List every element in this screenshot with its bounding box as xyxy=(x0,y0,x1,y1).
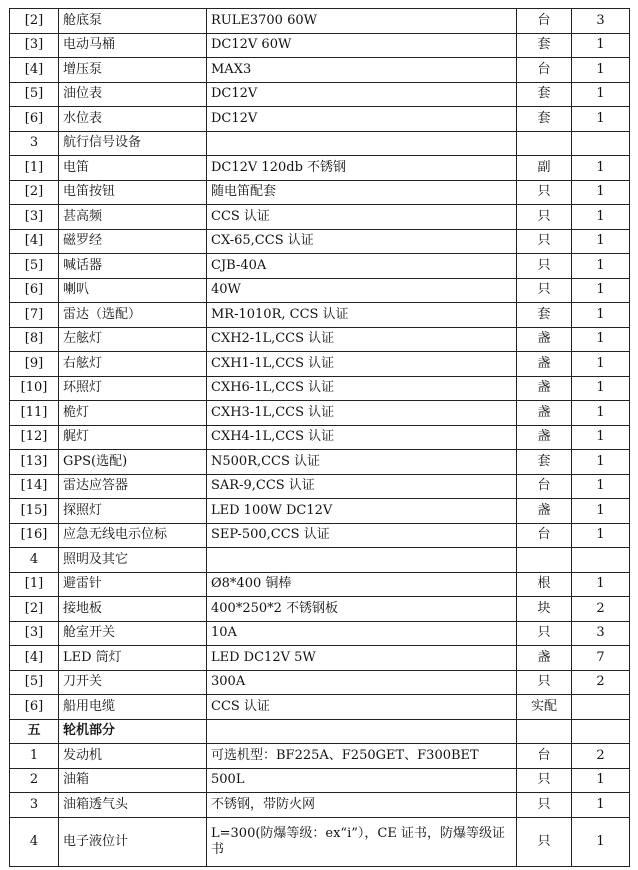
table-row xyxy=(10,9,630,34)
table-row xyxy=(10,768,630,793)
item-qty-cell: 1 xyxy=(572,229,630,254)
item-unit-cell: 只 xyxy=(517,180,572,205)
table-row xyxy=(10,352,630,377)
table-row xyxy=(10,425,630,450)
item-unit-cell: 盏 xyxy=(517,646,572,671)
item-unit-cell: 套 xyxy=(517,33,572,58)
item-number-cell: [6] xyxy=(10,278,59,303)
item-number-cell: [1] xyxy=(10,156,59,181)
item-unit-cell: 套 xyxy=(517,303,572,328)
item-name-cell: 电子液位计 xyxy=(59,817,207,866)
item-number-cell: [1] xyxy=(10,572,59,597)
item-unit-cell: 台 xyxy=(517,744,572,769)
item-unit-cell: 只 xyxy=(517,278,572,303)
item-spec-cell: 300A xyxy=(207,670,517,695)
item-name-cell: 桅灯 xyxy=(59,401,207,426)
item-qty-cell: 1 xyxy=(572,572,630,597)
equipment-table xyxy=(9,8,630,867)
item-qty-cell: 1 xyxy=(572,303,630,328)
item-unit-cell xyxy=(517,719,572,744)
item-qty-cell xyxy=(572,719,630,744)
item-number-cell: [7] xyxy=(10,303,59,328)
item-qty-cell xyxy=(572,695,630,720)
item-name-cell: GPS(选配) xyxy=(59,450,207,475)
item-name-cell: 探照灯 xyxy=(59,499,207,524)
item-unit-cell: 实配 xyxy=(517,695,572,720)
item-name-cell: 发动机 xyxy=(59,744,207,769)
item-qty-cell xyxy=(572,548,630,573)
table-row xyxy=(10,376,630,401)
item-qty-cell: 1 xyxy=(572,205,630,230)
item-unit-cell: 盏 xyxy=(517,352,572,377)
table-row xyxy=(10,327,630,352)
table-row xyxy=(10,744,630,769)
item-unit-cell: 只 xyxy=(517,793,572,818)
item-unit-cell: 台 xyxy=(517,58,572,83)
item-spec-cell: 随电笛配套 xyxy=(207,180,517,205)
item-number-cell: [4] xyxy=(10,229,59,254)
item-name-cell: 油箱 xyxy=(59,768,207,793)
item-name-cell: 舱底泵 xyxy=(59,9,207,34)
item-spec-cell: CJB-40A xyxy=(207,254,517,279)
item-qty-cell: 3 xyxy=(572,621,630,646)
item-spec-cell: Ø8*400 铜棒 xyxy=(207,572,517,597)
item-name-cell: 增压泵 xyxy=(59,58,207,83)
item-name-cell: 应急无线电示位标 xyxy=(59,523,207,548)
item-qty-cell: 1 xyxy=(572,58,630,83)
table-row xyxy=(10,180,630,205)
item-unit-cell: 只 xyxy=(517,205,572,230)
item-spec-cell: 可选机型：BF225A、F250GET、F300BET xyxy=(207,744,517,769)
table-row xyxy=(10,548,630,573)
item-spec-cell: DC12V xyxy=(207,107,517,132)
item-name-cell: 电笛 xyxy=(59,156,207,181)
item-name-cell: 航行信号设备 xyxy=(59,131,207,156)
table-row xyxy=(10,695,630,720)
item-number-cell: [2] xyxy=(10,9,59,34)
item-unit-cell: 块 xyxy=(517,597,572,622)
item-number-cell: [8] xyxy=(10,327,59,352)
item-unit-cell: 套 xyxy=(517,82,572,107)
item-spec-cell: DC12V xyxy=(207,82,517,107)
item-name-cell: 避雷针 xyxy=(59,572,207,597)
table-row xyxy=(10,670,630,695)
item-spec-cell: 400*250*2 不锈钢板 xyxy=(207,597,517,622)
item-spec-cell: LED DC12V 5W xyxy=(207,646,517,671)
item-number-cell: [4] xyxy=(10,646,59,671)
item-number-cell: [3] xyxy=(10,33,59,58)
item-spec-cell: 500L xyxy=(207,768,517,793)
item-unit-cell: 台 xyxy=(517,523,572,548)
item-number-cell: [11] xyxy=(10,401,59,426)
item-name-cell: 喊话器 xyxy=(59,254,207,279)
item-qty-cell: 1 xyxy=(572,523,630,548)
item-number-cell: [13] xyxy=(10,450,59,475)
item-qty-cell: 1 xyxy=(572,499,630,524)
item-unit-cell: 只 xyxy=(517,817,572,866)
item-unit-cell: 根 xyxy=(517,572,572,597)
table-row xyxy=(10,597,630,622)
item-unit-cell: 盏 xyxy=(517,327,572,352)
item-unit-cell: 盏 xyxy=(517,425,572,450)
table-row xyxy=(10,254,630,279)
item-name-cell: 喇叭 xyxy=(59,278,207,303)
item-spec-cell: CCS 认证 xyxy=(207,695,517,720)
item-spec-cell: CXH2-1L,CCS 认证 xyxy=(207,327,517,352)
item-spec-cell xyxy=(207,719,517,744)
item-number-cell: [15] xyxy=(10,499,59,524)
item-number-cell: [10] xyxy=(10,376,59,401)
item-qty-cell: 2 xyxy=(572,670,630,695)
item-qty-cell: 1 xyxy=(572,327,630,352)
item-unit-cell: 副 xyxy=(517,156,572,181)
table-row xyxy=(10,278,630,303)
table-row xyxy=(10,572,630,597)
table-row xyxy=(10,719,630,744)
item-name-cell: 甚高频 xyxy=(59,205,207,230)
item-qty-cell: 2 xyxy=(572,744,630,769)
item-unit-cell: 只 xyxy=(517,621,572,646)
equipment-table-body xyxy=(10,9,630,867)
table-row xyxy=(10,401,630,426)
item-qty-cell: 1 xyxy=(572,33,630,58)
item-number-cell: [3] xyxy=(10,621,59,646)
item-spec-cell: 40W xyxy=(207,278,517,303)
item-qty-cell: 1 xyxy=(572,793,630,818)
item-name-cell: 接地板 xyxy=(59,597,207,622)
item-name-cell: 右舷灯 xyxy=(59,352,207,377)
item-spec-cell: CX-65,CCS 认证 xyxy=(207,229,517,254)
item-unit-cell: 套 xyxy=(517,107,572,132)
item-qty-cell: 3 xyxy=(572,9,630,34)
item-unit-cell: 盏 xyxy=(517,401,572,426)
item-number-cell: 3 xyxy=(10,131,59,156)
table-row xyxy=(10,131,630,156)
item-spec-cell: CXH1-1L,CCS 认证 xyxy=(207,352,517,377)
item-number-cell: [5] xyxy=(10,670,59,695)
item-number-cell: 3 xyxy=(10,793,59,818)
item-number-cell: [3] xyxy=(10,205,59,230)
item-spec-cell: CCS 认证 xyxy=(207,205,517,230)
item-spec-cell: CXH3-1L,CCS 认证 xyxy=(207,401,517,426)
table-row xyxy=(10,793,630,818)
item-qty-cell: 1 xyxy=(572,401,630,426)
item-name-cell: LED 筒灯 xyxy=(59,646,207,671)
table-row xyxy=(10,621,630,646)
item-spec-cell: DC12V 120db 不锈钢 xyxy=(207,156,517,181)
item-unit-cell: 只 xyxy=(517,229,572,254)
table-row xyxy=(10,303,630,328)
item-name-cell: 雷达应答器 xyxy=(59,474,207,499)
item-number-cell: 2 xyxy=(10,768,59,793)
item-spec-cell: MAX3 xyxy=(207,58,517,83)
item-name-cell: 照明及其它 xyxy=(59,548,207,573)
item-number-cell: [6] xyxy=(10,695,59,720)
item-qty-cell xyxy=(572,131,630,156)
item-name-cell: 电动马桶 xyxy=(59,33,207,58)
item-number-cell: [5] xyxy=(10,254,59,279)
table-row xyxy=(10,646,630,671)
item-qty-cell: 1 xyxy=(572,156,630,181)
item-unit-cell xyxy=(517,548,572,573)
item-spec-cell: MR-1010R, CCS 认证 xyxy=(207,303,517,328)
item-number-cell: 4 xyxy=(10,817,59,866)
table-row xyxy=(10,33,630,58)
item-number-cell: [2] xyxy=(10,597,59,622)
item-spec-cell: CXH6-1L,CCS 认证 xyxy=(207,376,517,401)
item-number-cell: [5] xyxy=(10,82,59,107)
item-name-cell: 船用电缆 xyxy=(59,695,207,720)
item-qty-cell: 2 xyxy=(572,597,630,622)
item-spec-cell: LED 100W DC12V xyxy=(207,499,517,524)
item-number-cell: [2] xyxy=(10,180,59,205)
item-unit-cell: 只 xyxy=(517,768,572,793)
item-name-cell: 艉灯 xyxy=(59,425,207,450)
item-number-cell: [6] xyxy=(10,107,59,132)
item-qty-cell: 1 xyxy=(572,107,630,132)
item-qty-cell: 1 xyxy=(572,768,630,793)
item-qty-cell: 1 xyxy=(572,376,630,401)
item-unit-cell: 台 xyxy=(517,9,572,34)
item-qty-cell: 1 xyxy=(572,180,630,205)
item-unit-cell: 只 xyxy=(517,254,572,279)
item-qty-cell: 1 xyxy=(572,352,630,377)
item-name-cell: 水位表 xyxy=(59,107,207,132)
item-qty-cell: 1 xyxy=(572,254,630,279)
item-qty-cell: 1 xyxy=(572,450,630,475)
item-qty-cell: 1 xyxy=(572,474,630,499)
item-qty-cell: 1 xyxy=(572,278,630,303)
item-qty-cell: 1 xyxy=(572,817,630,866)
table-row xyxy=(10,523,630,548)
item-number-cell: [4] xyxy=(10,58,59,83)
table-row xyxy=(10,107,630,132)
item-number-cell: 4 xyxy=(10,548,59,573)
table-row xyxy=(10,450,630,475)
item-unit-cell: 盏 xyxy=(517,499,572,524)
table-row xyxy=(10,499,630,524)
item-unit-cell: 套 xyxy=(517,450,572,475)
item-name-cell: 油位表 xyxy=(59,82,207,107)
table-row xyxy=(10,229,630,254)
item-name-cell: 环照灯 xyxy=(59,376,207,401)
item-name-cell: 磁罗经 xyxy=(59,229,207,254)
item-qty-cell: 1 xyxy=(572,82,630,107)
table-row xyxy=(10,474,630,499)
table-row xyxy=(10,205,630,230)
table-row xyxy=(10,817,630,866)
item-qty-cell: 1 xyxy=(572,425,630,450)
item-name-cell: 舱室开关 xyxy=(59,621,207,646)
item-qty-cell: 7 xyxy=(572,646,630,671)
item-spec-cell: SAR-9,CCS 认证 xyxy=(207,474,517,499)
item-spec-cell: 不锈钢，带防火网 xyxy=(207,793,517,818)
item-spec-cell: L=300(防爆等级：ex“i”），CE 证书，防爆等级证书 xyxy=(207,817,517,866)
item-spec-cell: RULE3700 60W xyxy=(207,9,517,34)
item-spec-cell: DC12V 60W xyxy=(207,33,517,58)
item-spec-cell: 10A xyxy=(207,621,517,646)
item-name-cell: 轮机部分 xyxy=(59,719,207,744)
item-spec-cell xyxy=(207,548,517,573)
item-spec-cell: SEP-500,CCS 认证 xyxy=(207,523,517,548)
item-unit-cell: 只 xyxy=(517,670,572,695)
item-number-cell: [12] xyxy=(10,425,59,450)
table-row xyxy=(10,58,630,83)
item-name-cell: 刀开关 xyxy=(59,670,207,695)
item-name-cell: 左舷灯 xyxy=(59,327,207,352)
table-row xyxy=(10,156,630,181)
item-unit-cell xyxy=(517,131,572,156)
item-number-cell: [9] xyxy=(10,352,59,377)
item-number-cell: 1 xyxy=(10,744,59,769)
item-spec-cell: N500R,CCS 认证 xyxy=(207,450,517,475)
item-name-cell: 油箱透气头 xyxy=(59,793,207,818)
item-spec-cell: CXH4-1L,CCS 认证 xyxy=(207,425,517,450)
item-unit-cell: 台 xyxy=(517,474,572,499)
item-number-cell: 五 xyxy=(10,719,59,744)
item-unit-cell: 盏 xyxy=(517,376,572,401)
item-number-cell: [16] xyxy=(10,523,59,548)
item-name-cell: 电笛按钮 xyxy=(59,180,207,205)
table-row xyxy=(10,82,630,107)
item-spec-cell xyxy=(207,131,517,156)
item-name-cell: 雷达（选配） xyxy=(59,303,207,328)
item-number-cell: [14] xyxy=(10,474,59,499)
